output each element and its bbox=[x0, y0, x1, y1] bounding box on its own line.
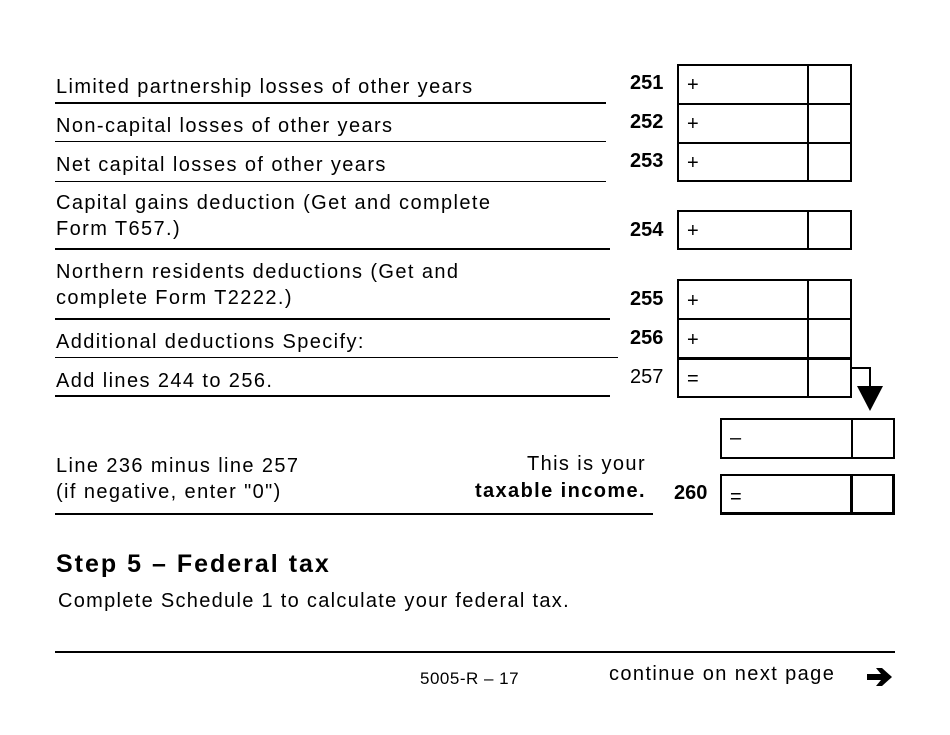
line-254-amount-field[interactable] bbox=[677, 210, 852, 250]
line-255-operator: + bbox=[687, 290, 699, 312]
line-253-cents-field[interactable] bbox=[807, 144, 852, 180]
line-254-cents-field[interactable] bbox=[807, 212, 852, 248]
taxable-income-note-2: taxable income. bbox=[474, 480, 646, 502]
line-254-operator: + bbox=[687, 220, 699, 242]
line-260-cents-field[interactable] bbox=[850, 476, 895, 512]
line-252-label: Non-capital losses of other years bbox=[56, 115, 394, 137]
line-251-amount-field[interactable] bbox=[677, 64, 852, 105]
subtract-cents-field[interactable] bbox=[851, 420, 895, 457]
line-256-label: Additional deductions Specify: bbox=[56, 331, 365, 353]
line-253-operator: + bbox=[687, 152, 699, 174]
line-254-rule bbox=[55, 248, 610, 250]
page-number: 5005-R – 17 bbox=[420, 669, 520, 688]
line-260-rule bbox=[55, 513, 653, 515]
line-256-amount-field[interactable] bbox=[677, 318, 852, 359]
line-255-label-2: complete Form T2222.) bbox=[56, 287, 293, 309]
line-251-operator: + bbox=[687, 74, 699, 96]
line-257-number: 257 bbox=[630, 366, 664, 388]
taxable-income-note-1: This is your bbox=[526, 453, 646, 475]
line-255-rule bbox=[55, 318, 610, 320]
line-260-label-1: Line 236 minus line 257 bbox=[56, 455, 300, 477]
line-257-label: Add lines 244 to 256. bbox=[56, 370, 274, 392]
footer-rule bbox=[55, 651, 895, 653]
continue-note: continue on next page bbox=[609, 663, 836, 685]
line-254-label-2: Form T657.) bbox=[56, 218, 182, 240]
line-257-amount-field[interactable] bbox=[677, 357, 852, 398]
line-255-label-1: Northern residents deductions (Get and bbox=[56, 261, 460, 283]
line-254-number: 254 bbox=[630, 219, 664, 241]
line-251-rule bbox=[55, 102, 606, 104]
line-252-cents-field[interactable] bbox=[807, 105, 852, 142]
line-260-amount-field[interactable] bbox=[720, 474, 895, 515]
line-256-cents-field[interactable] bbox=[807, 320, 852, 357]
line-257-operator: = bbox=[687, 368, 699, 390]
subtract-operator: – bbox=[730, 427, 742, 449]
line-253-amount-field[interactable] bbox=[677, 142, 852, 182]
line-251-cents-field[interactable] bbox=[807, 66, 852, 103]
line-251-label: Limited partnership losses of other years bbox=[56, 76, 474, 98]
line-257-rule bbox=[55, 395, 610, 397]
line-260-number: 260 bbox=[674, 482, 708, 504]
line-255-number: 255 bbox=[630, 288, 664, 310]
line-256-number: 256 bbox=[630, 327, 664, 349]
step-5-heading: Step 5 – Federal tax bbox=[56, 550, 331, 578]
line-252-number: 252 bbox=[630, 111, 664, 133]
subtract-amount-field[interactable] bbox=[720, 418, 895, 459]
line-252-operator: + bbox=[687, 113, 699, 135]
line-256-operator: + bbox=[687, 329, 699, 351]
line-251-number: 251 bbox=[630, 72, 664, 94]
down-arrow-icon bbox=[848, 360, 888, 416]
line-260-label-2: (if negative, enter "0") bbox=[56, 481, 282, 503]
line-253-label: Net capital losses of other years bbox=[56, 154, 387, 176]
line-260-operator: = bbox=[730, 486, 742, 508]
line-257-cents-field[interactable] bbox=[807, 360, 852, 396]
line-255-cents-field[interactable] bbox=[807, 281, 852, 318]
line-252-amount-field[interactable] bbox=[677, 103, 852, 144]
line-252-rule bbox=[55, 141, 606, 142]
line-253-number: 253 bbox=[630, 150, 664, 172]
step-5-instructions: Complete Schedule 1 to calculate your federal tax. bbox=[58, 590, 570, 612]
right-arrow-icon bbox=[866, 665, 894, 689]
line-255-amount-field[interactable] bbox=[677, 279, 852, 320]
line-254-label-1: Capital gains deduction (Get and complete bbox=[56, 192, 492, 214]
line-256-rule bbox=[55, 357, 618, 358]
line-253-rule bbox=[55, 181, 606, 182]
